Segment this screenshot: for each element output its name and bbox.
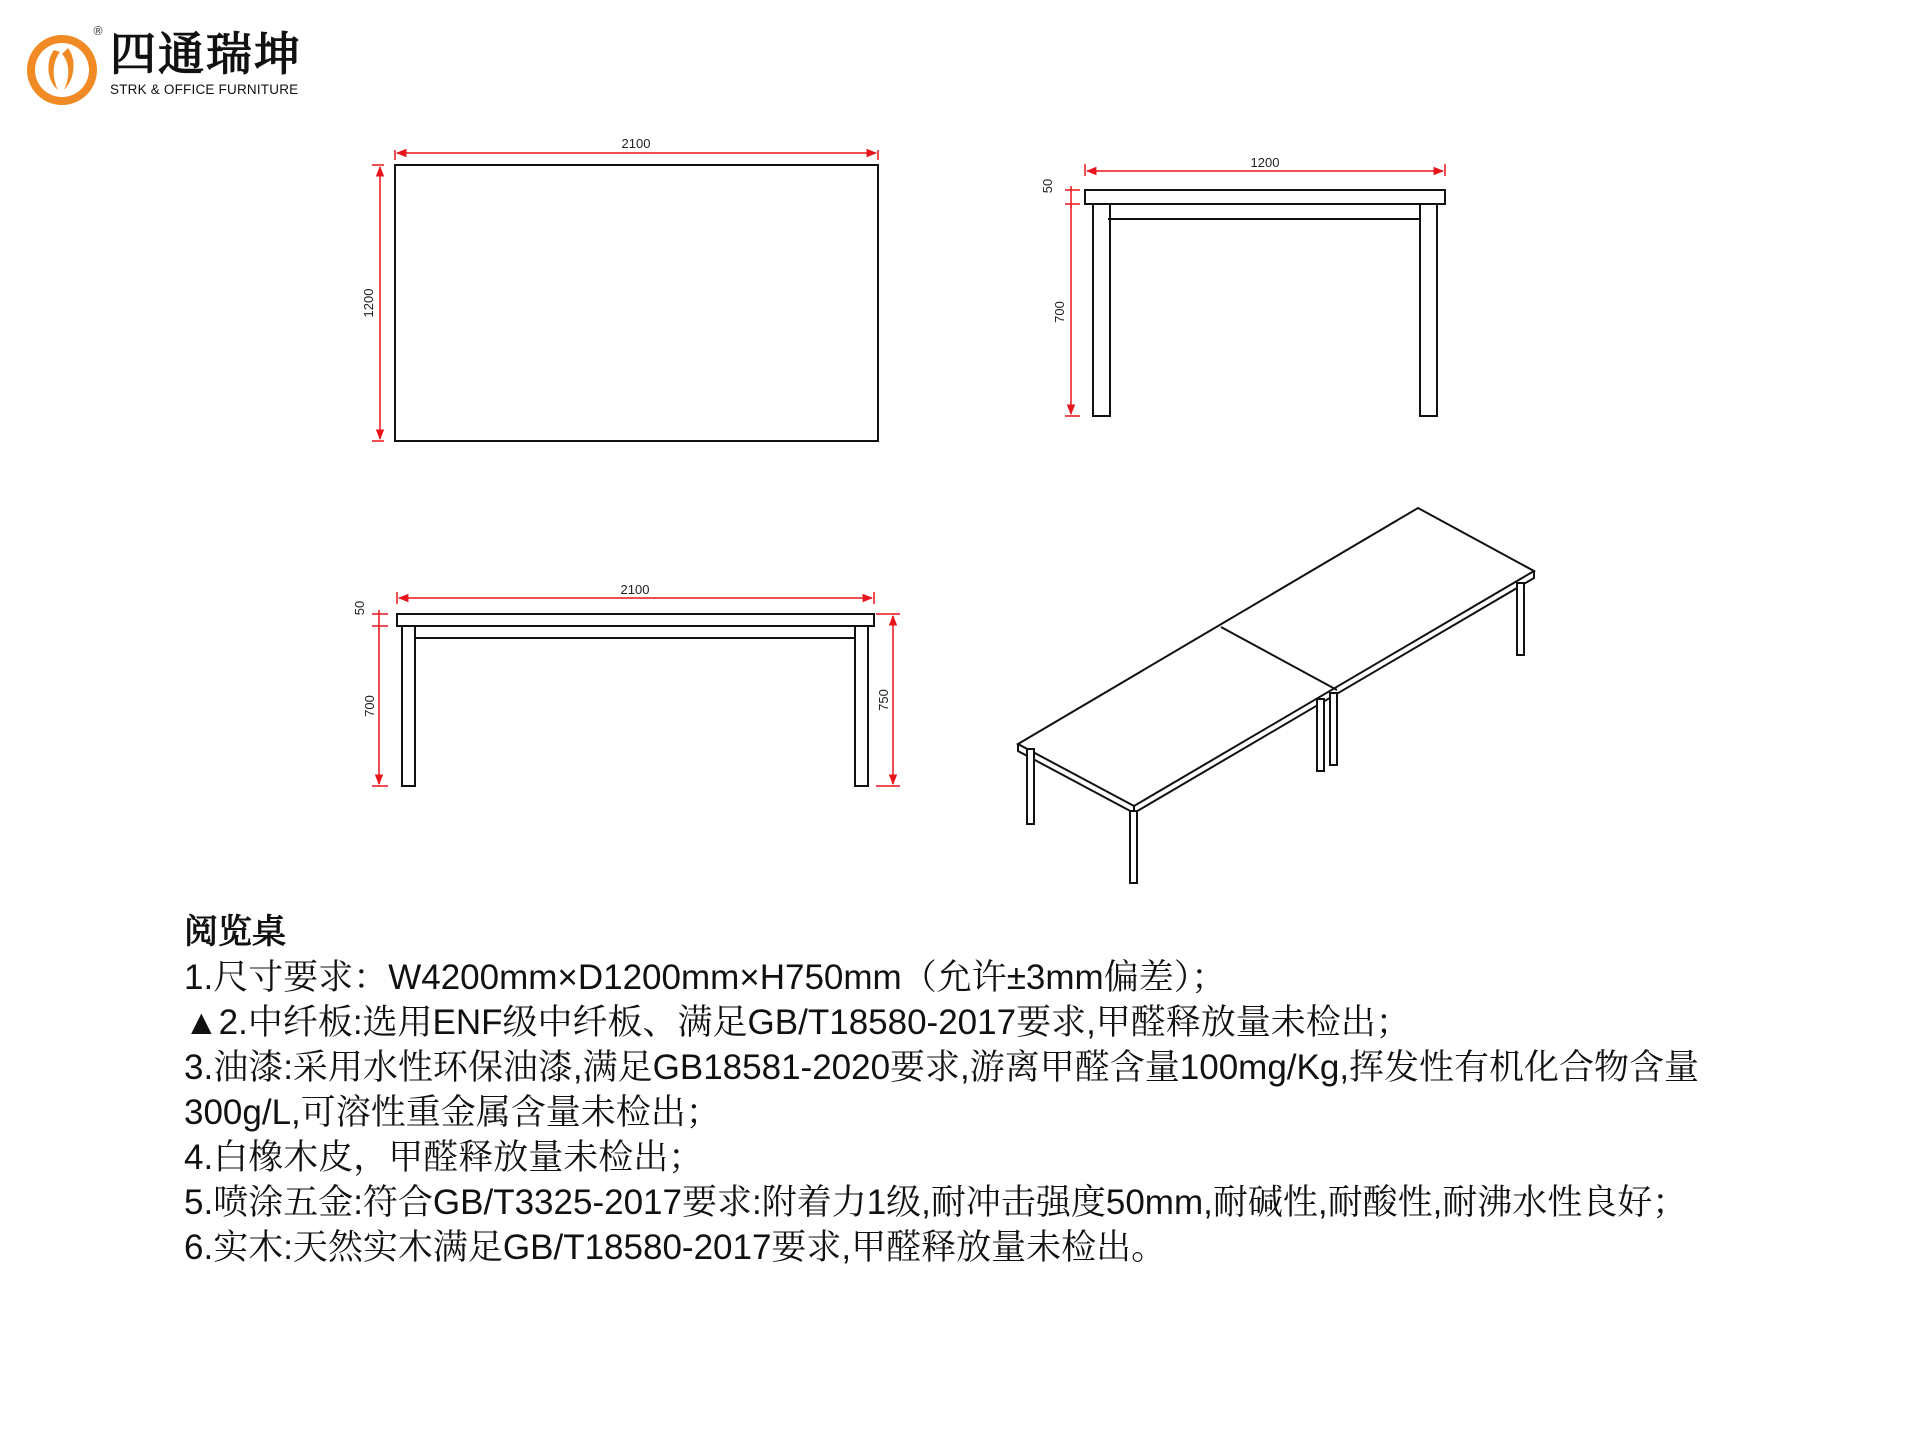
spec-line-dimensions: 1.尺寸要求：W4200mm×D1200mm×H750mm（允许±3mm偏差）； bbox=[184, 958, 1227, 997]
spec-line-solid-wood: 6.实木:天然实木满足GB/T18580-2017要求,甲醛释放量未检出。 bbox=[184, 1228, 1167, 1267]
isometric-view-drawing bbox=[1018, 508, 1534, 883]
side-view-width-dimension bbox=[1085, 155, 1445, 176]
tabletop-outline bbox=[395, 165, 878, 441]
spec-text-block bbox=[184, 910, 1884, 1270]
brand-name-en: STRK & OFFICE FURNITURE bbox=[110, 82, 299, 97]
top-view-width-dimension bbox=[395, 136, 878, 160]
front-view-thickness-label: 50 bbox=[352, 600, 367, 616]
front-view-total-height-dimension bbox=[876, 614, 900, 786]
front-view-leg-height-dimension bbox=[362, 628, 388, 786]
front-view-total-height-label: 750 bbox=[876, 689, 891, 711]
front-view-width-label: 2100 bbox=[620, 582, 650, 597]
front-view-thickness-dimension bbox=[352, 601, 388, 630]
front-view-width-dimension bbox=[397, 582, 874, 604]
spec-line-mdf: ▲2.中纤板:选用ENF级中纤板、满足GB/T18580-2017要求,甲醛释放量未检出； bbox=[184, 1003, 1411, 1042]
product-title: 阅览桌 bbox=[184, 912, 286, 952]
spec-line-hardware: 5.喷涂五金:符合GB/T3325-2017要求:附着力1级,耐冲击强度50mm,耐碱性,耐酸性,耐沸水性良好； bbox=[184, 1183, 1688, 1222]
top-view-width-label: 2100 bbox=[621, 136, 651, 151]
registered-mark: ® bbox=[92, 24, 104, 38]
front-view-leg-height-label: 700 bbox=[362, 695, 377, 717]
top-view-drawing bbox=[361, 136, 878, 441]
side-view-width-label: 1200 bbox=[1250, 155, 1280, 170]
spec-line-veneer: 4.白橡木皮，甲醛释放量未检出； bbox=[184, 1138, 704, 1177]
spec-line-paint-continued: 300g/L,可溶性重金属含量未检出； bbox=[184, 1093, 721, 1132]
side-view-drawing bbox=[1040, 155, 1445, 416]
front-view-drawing bbox=[352, 582, 900, 786]
side-view-thickness-dimension bbox=[1040, 179, 1080, 208]
top-view-depth-label: 1200 bbox=[361, 288, 376, 318]
brand-name-cn: 四通瑞坤 bbox=[110, 27, 302, 81]
side-view-leg-height-dimension bbox=[1052, 206, 1080, 416]
spec-line-paint: 3.油漆:采用水性环保油漆,满足GB18581-2020要求,游离甲醛含量100mg/Kg,挥发性有机化合物含量 bbox=[184, 1048, 1700, 1087]
side-view-leg-height-label: 700 bbox=[1052, 301, 1067, 323]
top-view-depth-dimension bbox=[361, 165, 384, 441]
side-view-thickness-label: 50 bbox=[1040, 178, 1055, 194]
